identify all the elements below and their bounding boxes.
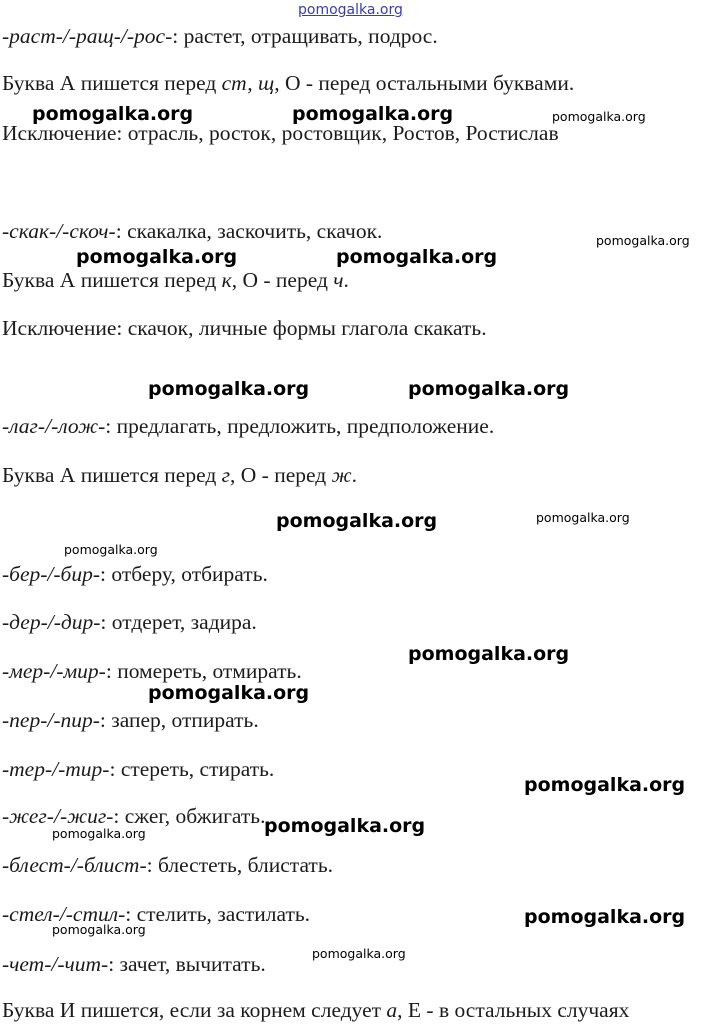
letters: к: [221, 268, 232, 292]
watermark: pomogalka.org: [408, 643, 570, 665]
watermark: pomogalka.org: [596, 233, 690, 248]
watermark: pomogalka.org: [408, 378, 570, 400]
examples: : отдерет, задира.: [100, 610, 257, 634]
text: Буква А пишется перед: [2, 463, 222, 487]
rule-line-rast: [2, 26, 438, 48]
text: Буква И пишется, если за корнем следует: [2, 998, 387, 1022]
rule-line-blest: [2, 855, 333, 877]
root-variants: -скак-/-скоч-: [2, 219, 116, 243]
watermark: pomogalka.org: [32, 103, 194, 125]
rule-explanation-lag: [2, 465, 357, 487]
text: Исключение: скачок, личные формы глагола скакать.: [2, 316, 487, 340]
exception-skak: [2, 318, 487, 340]
text: , О - перед: [230, 463, 332, 487]
watermark: pomogalka.org: [524, 774, 686, 796]
watermark: pomogalka.org: [312, 946, 406, 961]
rule-line-chet: [2, 954, 266, 976]
watermark: pomogalka.org: [148, 682, 310, 704]
examples: : предлагать, предложить, предположение.: [105, 414, 495, 438]
text: Буква А пишется перед: [2, 71, 222, 95]
rule-line-per: [2, 710, 259, 732]
root-variants: -мер-/-мир-: [2, 659, 106, 683]
rule-line-ter: [2, 759, 274, 781]
watermark: pomogalka.org: [336, 246, 498, 268]
rule-explanation-skak: [2, 270, 349, 292]
rule-line-stel: [2, 904, 310, 926]
root-variants: -дер-/-дир-: [2, 610, 101, 634]
root-variants: -бер-/-бир-: [2, 562, 101, 586]
watermark: pomogalka.org: [264, 815, 426, 837]
watermark: pomogalka.org: [52, 922, 146, 937]
examples: : сжег, обжигать.: [113, 804, 266, 828]
examples: : стелить, застилать.: [125, 902, 311, 926]
letters: г: [221, 463, 231, 487]
watermark: pomogalka.org: [292, 103, 454, 125]
rule-explanation-rast: [2, 73, 574, 95]
rule-line-lag: [2, 416, 494, 438]
exception-rast: [2, 123, 559, 145]
root-variants: -блест-/-блист-: [2, 853, 147, 877]
text: , Е - в остальных случаях: [397, 998, 630, 1022]
rule-line-skak: [2, 221, 382, 243]
examples: : стереть, стирать.: [109, 757, 275, 781]
root-variants: -раст-/-ращ-/-рос-: [2, 24, 173, 48]
root-variants: -пер-/-пир-: [2, 708, 100, 732]
text: .: [343, 268, 349, 292]
text: Исключение: отрасль, росток, ростовщик, Ростов, Ростислав: [2, 121, 559, 145]
watermark: pomogalka.org: [64, 542, 158, 557]
watermark: pomogalka.org: [52, 826, 146, 841]
watermark: pomogalka.org: [536, 510, 630, 525]
letters: ч: [333, 268, 344, 292]
text: , О - перед: [231, 268, 334, 292]
text: .: [351, 463, 357, 487]
watermark: pomogalka.org: [148, 378, 310, 400]
letters: ст, щ: [221, 71, 275, 95]
root-variants: -чет-/-чит-: [2, 952, 109, 976]
examples: : скакалка, заскочить, скачок.: [115, 219, 383, 243]
watermark: pomogalka.org: [524, 906, 686, 928]
root-variants: -жег-/-жиг-: [2, 804, 114, 828]
text: Буква А пишется перед: [2, 268, 222, 292]
examples: : помереть, отмирать.: [105, 659, 302, 683]
rule-line-ber: [2, 564, 268, 586]
watermark: pomogalka.org: [552, 109, 646, 124]
root-variants: -стел-/-стил-: [2, 902, 126, 926]
rule-line-zheg: [2, 806, 265, 828]
rule-explanation-i-e: [2, 1000, 629, 1022]
text: , О - перед остальными буквами.: [274, 71, 575, 95]
watermark: pomogalka.org: [76, 246, 238, 268]
letters: а: [386, 998, 398, 1022]
examples: : отберу, отбирать.: [100, 562, 268, 586]
root-variants: -лаг-/-лож-: [2, 414, 106, 438]
rule-line-der: [2, 612, 257, 634]
examples: : запер, отпирать.: [99, 708, 259, 732]
root-variants: -тер-/-тир-: [2, 757, 110, 781]
watermark: pomogalka.org: [276, 510, 438, 532]
rule-line-mer: [2, 661, 302, 683]
letters: ж: [331, 463, 352, 487]
examples: : зачет, вычитать.: [108, 952, 266, 976]
examples: : блестеть, блистать.: [146, 853, 334, 877]
examples: : растет, отращивать, подрос.: [172, 24, 438, 48]
watermark-link-top[interactable]: pomogalka.org: [298, 2, 403, 18]
